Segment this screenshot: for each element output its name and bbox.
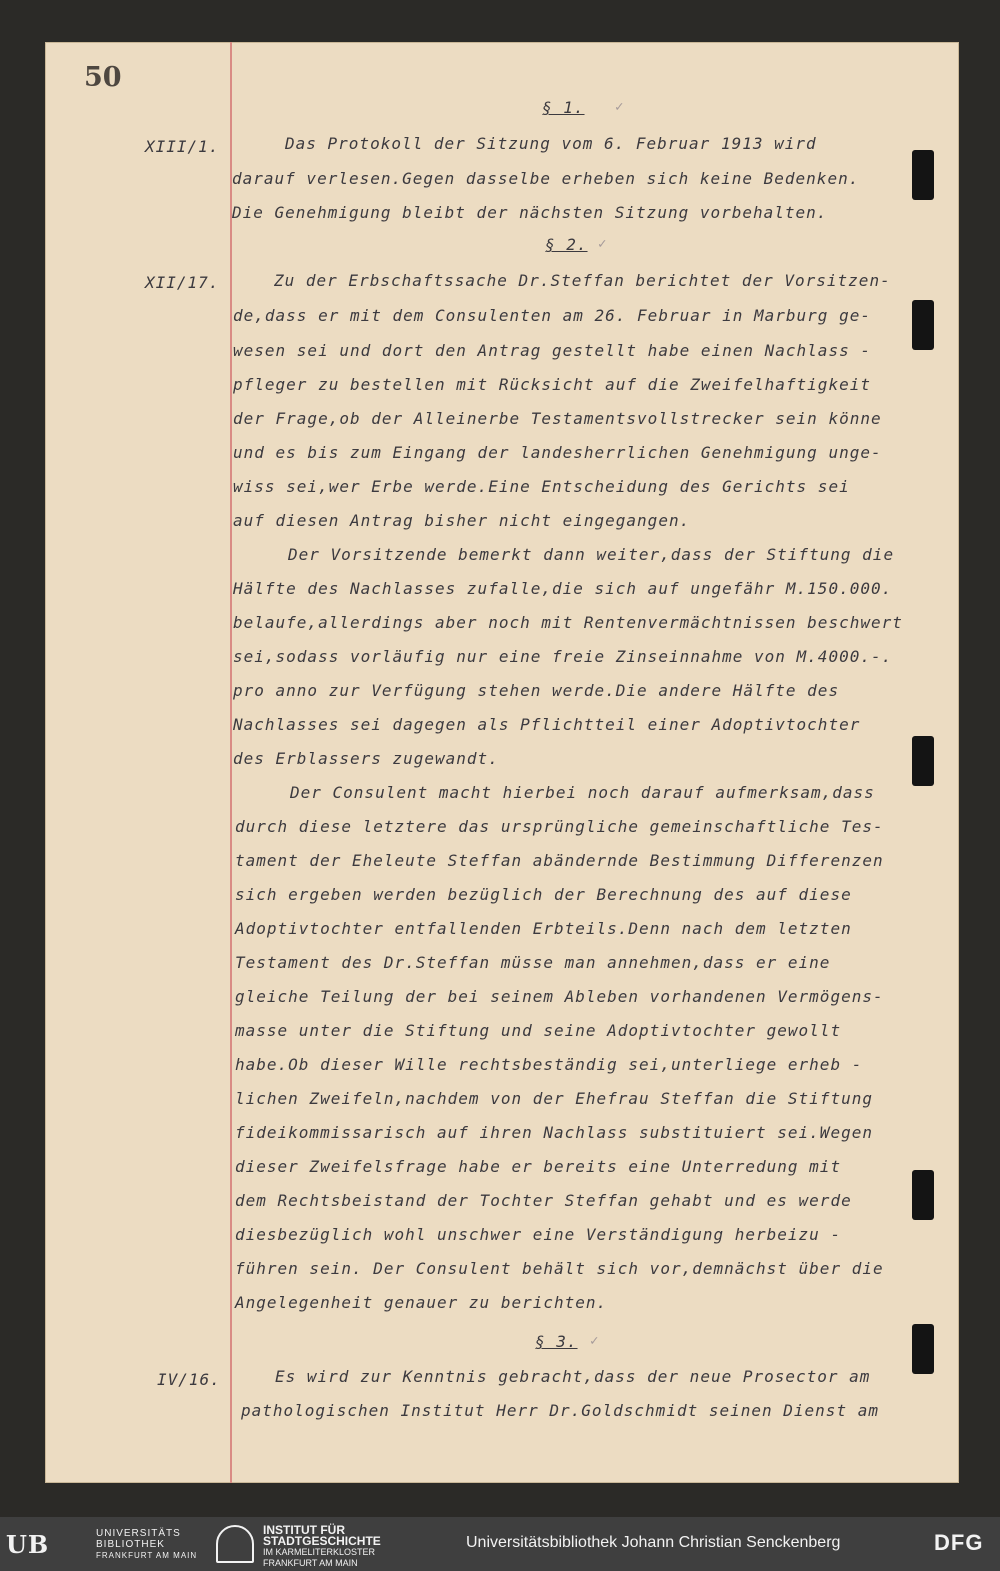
text-line: darauf verlesen.Gegen dasselbe erheben sich keine Bedenken.	[232, 169, 860, 188]
page-number: 50	[84, 62, 122, 93]
text-line: habe.Ob dieser Wille rechtsbeständig sei,unterliege erheb -	[235, 1055, 863, 1074]
text-line: Testament des Dr.Steffan müsse man annehmen,dass er eine	[235, 953, 831, 972]
text-line: fideikommissarisch auf ihren Nachlass substituiert sei.Wegen	[235, 1123, 873, 1142]
text-line: pathologischen Institut Herr Dr.Goldschmidt seinen Dienst am	[241, 1401, 879, 1420]
text-line: der Frage,ob der Alleinerbe Testamentsvollstrecker sein könne	[233, 409, 882, 428]
text-line: wesen sei und dort den Antrag gestellt habe einen Nachlass -	[233, 341, 871, 360]
text-line: auf diesen Antrag bisher nicht eingegangen.	[233, 511, 691, 530]
text-line: pro anno zur Verfügung stehen werde.Die andere Hälfte des	[233, 681, 840, 700]
section-reference: XII/17.	[145, 273, 220, 292]
text-line: dieser Zweifelsfrage habe er bereits eine Unterredung mit	[235, 1157, 842, 1176]
section-heading: § 3.	[535, 1332, 578, 1351]
text-line: Angelegenheit genauer zu berichten.	[235, 1293, 608, 1312]
text-line: belaufe,allerdings aber noch mit Rentenvermächtnissen beschwert	[233, 613, 903, 632]
section-reference: XIII/1.	[145, 137, 220, 156]
ub-name-line: UNIVERSITÄTS	[96, 1528, 181, 1539]
ub-name	[96, 1528, 197, 1561]
ub-name-line: FRANKFURT AM MAIN	[96, 1551, 198, 1560]
text-line: sich ergeben werden bezüglich der Berechnung des auf diese	[235, 885, 852, 904]
index-tab	[912, 150, 934, 200]
check-mark-icon: ✓	[590, 1333, 599, 1349]
text-line: masse unter die Stiftung und seine Adoptivtochter gewollt	[235, 1021, 842, 1040]
text-line: sei,sodass vorläufig nur eine freie Zinseinnahme von M.4000.-.	[233, 647, 893, 666]
check-mark-icon: ✓	[615, 99, 624, 115]
section-heading: § 1.	[542, 98, 585, 117]
text-line: führen sein. Der Consulent behält sich vor,demnächst über die	[235, 1259, 884, 1278]
ub-name-line: BIBLIOTHEK	[96, 1539, 165, 1550]
section-reference: IV/16.	[157, 1370, 221, 1389]
footer-bar	[0, 1517, 1000, 1571]
text-line: diesbezüglich wohl unschwer eine Verständigung herbeizu -	[235, 1225, 842, 1244]
index-tab	[912, 1170, 934, 1220]
library-name[interactable]: Universitätsbibliothek Johann Christian Senckenberg	[466, 1534, 841, 1551]
isg-name-line: FRANKFURT AM MAIN	[263, 1558, 358, 1568]
margin-line	[230, 42, 232, 1483]
text-line: Adoptivtochter entfallenden Erbteils.Denn nach dem letzten	[235, 919, 852, 938]
isg-name-line: STADTGESCHICHTE	[263, 1534, 381, 1548]
text-line: Der Consulent macht hierbei noch darauf aufmerksam,dass	[290, 783, 875, 802]
index-tab	[912, 300, 934, 350]
ub-logo[interactable]: UB	[6, 1530, 50, 1559]
text-line: Die Genehmigung bleibt der nächsten Sitzung vorbehalten.	[232, 203, 828, 222]
text-line: Das Protokoll der Sitzung vom 6. Februar 1913 wird	[285, 134, 817, 153]
index-tab	[912, 736, 934, 786]
isg-arch-icon	[216, 1525, 254, 1563]
text-line: des Erblassers zugewandt.	[233, 749, 499, 768]
text-line: Es wird zur Kenntnis gebracht,dass der neue Prosector am	[275, 1367, 871, 1386]
isg-name	[263, 1525, 381, 1569]
document-page	[45, 42, 959, 1483]
text-line: wiss sei,wer Erbe werde.Eine Entscheidung des Gerichts sei	[233, 477, 850, 496]
text-line: de,dass er mit dem Consulenten am 26. Februar in Marburg ge-	[233, 306, 871, 325]
text-line: lichen Zweifeln,nachdem von der Ehefrau Steffan die Stiftung	[235, 1089, 873, 1108]
isg-name-line: INSTITUT FÜR	[263, 1523, 345, 1537]
text-line: gleiche Teilung der bei seinem Ableben vorhandenen Vermögens-	[235, 987, 884, 1006]
text-line: Zu der Erbschaftssache Dr.Steffan berichtet der Vorsitzen-	[274, 271, 891, 290]
dfg-logo[interactable]: DFG	[934, 1530, 984, 1555]
index-tab	[912, 1324, 934, 1374]
text-line: Hälfte des Nachlasses zufalle,die sich auf ungefähr M.150.000.	[233, 579, 893, 598]
text-line: tament der Eheleute Steffan abändernde Bestimmung Differenzen	[235, 851, 884, 870]
isg-name-line: IM KARMELITERKLOSTER	[263, 1547, 376, 1557]
text-line: durch diese letztere das ursprüngliche gemeinschaftliche Tes-	[235, 817, 884, 836]
text-line: und es bis zum Eingang der landesherrlichen Genehmigung unge-	[233, 443, 882, 462]
check-mark-icon: ✓	[598, 236, 607, 252]
section-heading: § 2.	[545, 235, 588, 254]
text-line: dem Rechtsbeistand der Tochter Steffan gehabt und es werde	[235, 1191, 852, 1210]
text-line: Nachlasses sei dagegen als Pflichtteil einer Adoptivtochter	[233, 715, 861, 734]
text-line: Der Vorsitzende bemerkt dann weiter,dass der Stiftung die	[288, 545, 895, 564]
text-line: pfleger zu bestellen mit Rücksicht auf die Zweifelhaftigkeit	[233, 375, 871, 394]
